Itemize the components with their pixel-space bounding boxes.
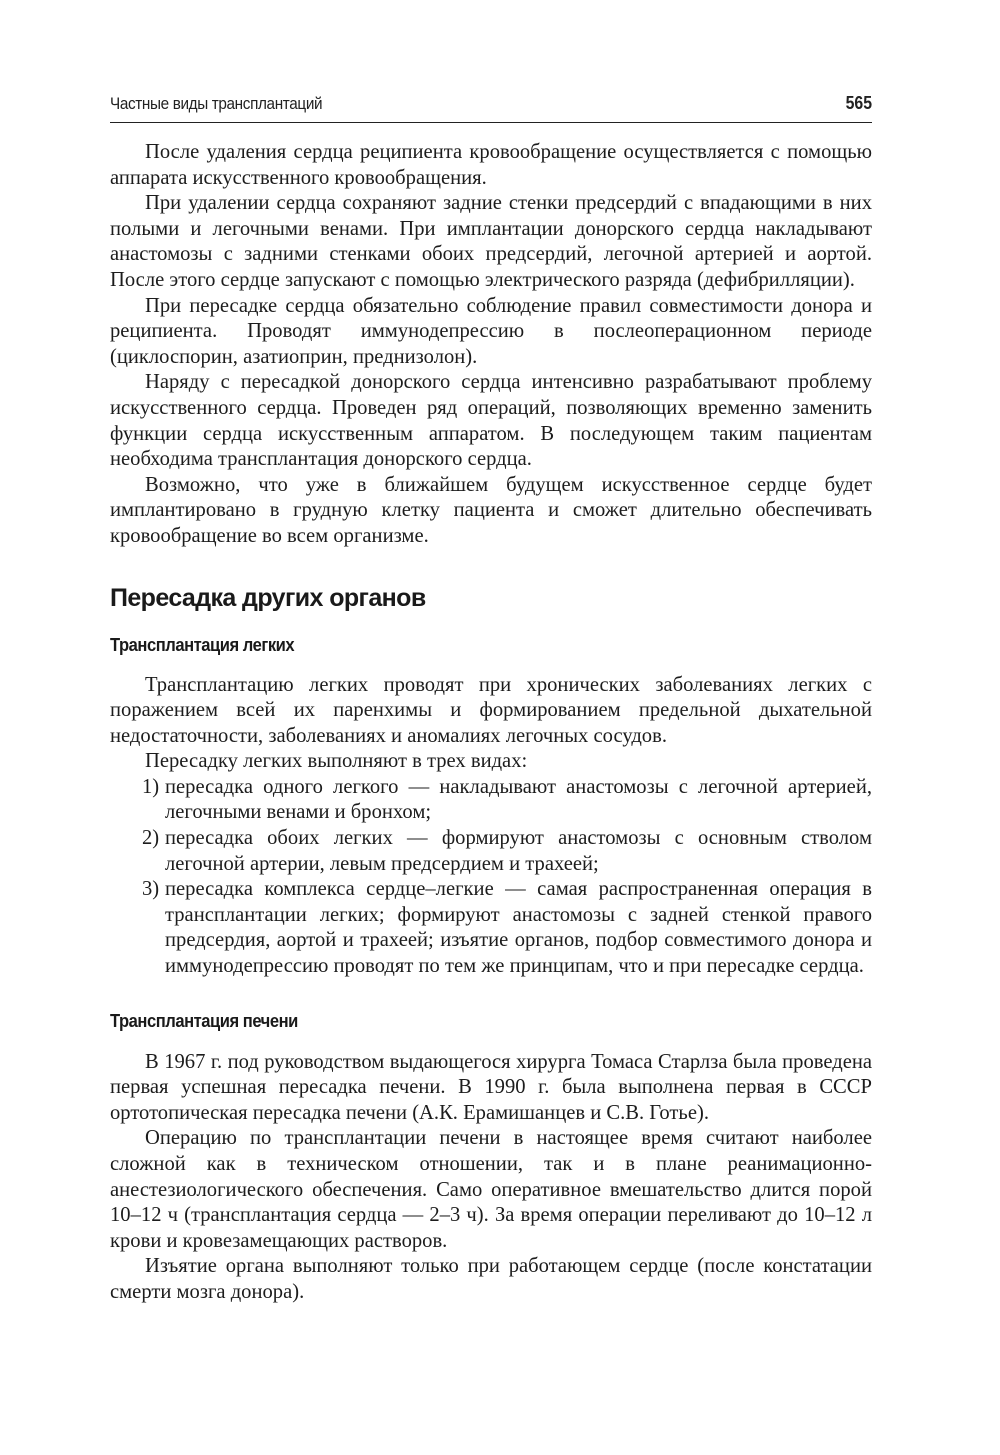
list-intro: Пересадку легких выполняют в трех видах: [145,750,528,773]
list-item-text: пересадка обоих легких — формируют анастомозы с основным стволом легочной артерии, левым предсердием и трахеей; [165,827,872,875]
paragraph: При удалении сердца сохраняют задние стенки предсердий с впадающими в них полыми и легочными венами. При имплантации донорского сердца накладывают анастомозы с задними стенками обоих предсердий, легочной артерией и аортой. После этого сердце запускают с помощью электрического разряда (дефибрилляции). [110,192,872,291]
paragraph: В 1967 г. под руководством выдающегося хирурга Томаса Старлза была проведена первая успешная пересадка печени. В 1990 г. была выполнена первая в СССР ортотопическая пересадка печени (А.К. Ерамишанцев и С.В. Готье). [110,1050,872,1124]
list-marker: 2) [142,827,160,850]
lung-transplant-types-list [110,775,872,980]
section-heading: Пересадка других органов [110,583,426,612]
paragraph: При пересадке сердца обязательно соблюдение правил совместимости донора и реципиента. Проводят иммунодепрессию в послеоперационном периоде (циклоспорин, азатиоприн, преднизолон). [110,294,872,368]
list-item [110,775,872,826]
page-body [110,140,872,1306]
running-header [110,92,872,123]
list-item-text: пересадка комплекса сердце–легкие — самая распространенная операция в трансплантации легких; формируют анастомозы с задней стенкой правого предсердия, аортой и трахеей; изъятие органов, подбор совместимого донора и иммунодепрессию проводят по тем же принципам, что и при пересадке сердца. [165,878,872,978]
list-marker: 3) [142,878,160,901]
paragraph: Наряду с пересадкой донорского сердца интенсивно разрабатывают проблему искусственного сердца. Проведен ряд операций, позволяющих временно заменить функции сердца искусственным аппаратом. В последующем таким пациентам необходима трансплантация донорского сердца. [110,371,872,471]
running-title: Частные виды трансплантаций [110,94,323,113]
paragraph: После удаления сердца реципиента кровообращение осуществляется с помощью аппарата искусственного кровообращения. [110,141,872,189]
list-item [110,877,872,979]
paragraph: Трансплантацию легких проводят при хронических заболеваниях легких с поражением всей их паренхимы и формированием предельной дыхательной недостаточности, заболеваниях и аномалиях легочных сосудов. [110,673,872,747]
page-number: 565 [845,93,872,113]
subheading-lung-transplant: Трансплантация легких [110,634,295,655]
paragraph: Возможно, что уже в ближайшем будущем искусственное сердце будет имплантировано в грудную клетку пациента и сможет длительно обеспечивать кровообращение во всем организме. [110,473,872,547]
list-marker: 1) [142,775,160,798]
list-item [110,826,872,877]
list-item-text: пересадка одного легкого — накладывают анастомозы с легочной артерией, легочными венами и бронхом; [165,775,872,824]
paragraph: Изъятие органа выполняют только при работающем сердце (после констатации смерти мозга донора). [110,1255,872,1303]
paragraph: Операцию по трансплантации печени в настоящее время считают наиболее сложной как в техническом отношении, так и в плане реанимационно-анестезиологического обеспечения. Само оперативное вмешательство длится порой 10–12 ч (трансплантация сердца — 2–3 ч). За время операции переливают до 10–12 л крови и кровезамещающих растворов. [110,1127,872,1252]
subheading-liver-transplant: Трансплантация печени [110,1010,298,1031]
